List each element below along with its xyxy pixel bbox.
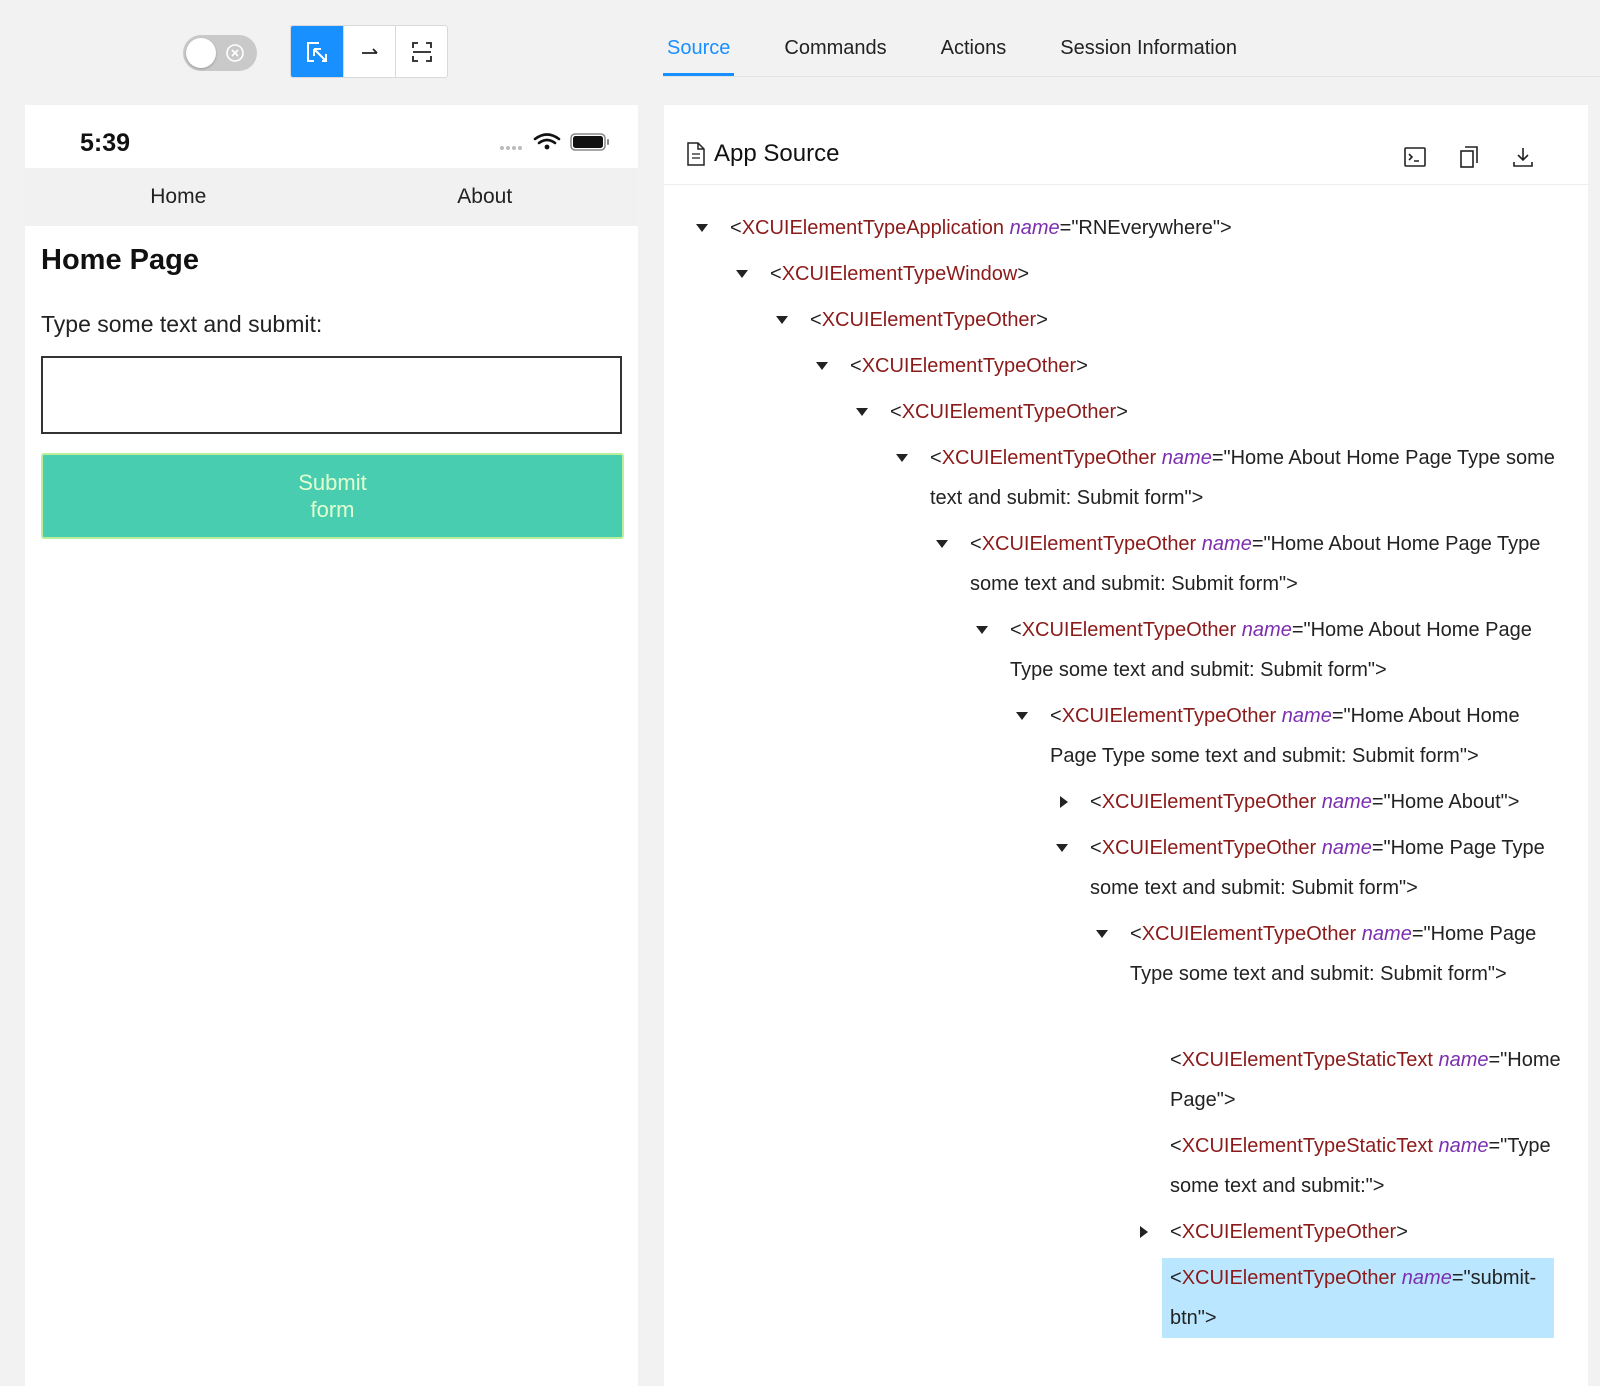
page-title: Home Page (41, 244, 199, 276)
file-icon (686, 142, 706, 166)
download-source-button[interactable] (1508, 143, 1538, 171)
tree-node[interactable]: <XCUIElementTypeWindow> (770, 263, 1030, 285)
node-tag: XCUIElementTypeStaticText (1181, 1049, 1433, 1071)
caret-down-icon[interactable] (896, 454, 908, 462)
node-tag: XCUIElementTypeStaticText (1181, 1135, 1433, 1157)
tree-node[interactable]: <XCUIElementTypeOther> (850, 355, 1088, 377)
caret-down-icon[interactable] (1096, 930, 1108, 938)
caret-down-icon[interactable] (976, 626, 988, 634)
caret-down-icon[interactable] (696, 224, 708, 232)
node-tag: XCUIElementTypeOther (1141, 923, 1357, 945)
tree-node[interactable]: <XCUIElementTypeOther> (810, 309, 1048, 331)
node-tag: XCUIElementTypeOther (1101, 837, 1317, 859)
copy-xml-button[interactable] (1454, 143, 1484, 171)
caret-right-icon[interactable] (1140, 1226, 1148, 1238)
tree-node[interactable]: <XCUIElementTypeOther name="Home Page Type some text and submit: Submit form"> (1130, 923, 1542, 985)
caret-right-icon[interactable] (1060, 796, 1068, 808)
caret-down-icon[interactable] (1016, 712, 1028, 720)
caret-down-icon[interactable] (816, 362, 828, 370)
show-attribute-button[interactable] (1400, 143, 1430, 171)
caret-down-icon[interactable] (936, 540, 948, 548)
wifi-icon (535, 135, 559, 144)
node-attr-name: name (1241, 619, 1292, 641)
node-tag: XCUIElementTypeOther (1021, 619, 1237, 641)
inspector-tabs (663, 0, 1287, 78)
tree-node[interactable]: <XCUIElementTypeOther> (1170, 1221, 1408, 1243)
tree-node[interactable]: <XCUIElementTypeStaticText name="Type some text and submit:"> (1170, 1135, 1557, 1197)
node-tag: XCUIElementTypeOther (981, 533, 1197, 555)
status-bar (25, 105, 638, 168)
caret-down-icon[interactable] (856, 408, 868, 416)
node-attr-name: name (1321, 837, 1372, 859)
node-attr-name: name (1438, 1135, 1489, 1157)
swipe-button[interactable] (343, 26, 395, 77)
tree-node[interactable]: <XCUIElementTypeOther name="Home About Home Page Type some text and submit: Submit form"> (1010, 619, 1538, 681)
cellular-signal-icon (500, 146, 522, 150)
tap-by-coordinates-icon (410, 40, 434, 64)
select-elements-button[interactable] (291, 26, 343, 77)
node-attr-name: name (1321, 791, 1372, 813)
input-prompt: Type some text and submit: (41, 311, 323, 337)
battery-icon (571, 134, 609, 150)
nav-about[interactable]: About (457, 185, 513, 208)
node-attr-name: name (1009, 217, 1060, 239)
tree-node[interactable]: <XCUIElementTypeOther name="Home About"> (1090, 791, 1520, 813)
app-source-panel (664, 105, 1588, 1386)
node-tag: XCUIElementTypeOther (861, 355, 1077, 377)
node-tag: XCUIElementTypeOther (1101, 791, 1317, 813)
node-tag: XCUIElementTypeOther (1181, 1267, 1397, 1289)
interaction-mode-group (290, 25, 448, 78)
tree-node[interactable]: <XCUIElementTypeOther name="submit-btn"> (1162, 1258, 1554, 1338)
tree-node[interactable]: <XCUIElementTypeOther name="Home Page Type some text and submit: Submit form"> (1090, 837, 1551, 899)
source-title-text: App Source (714, 140, 840, 167)
status-time: 5:39 (80, 129, 131, 157)
source-title (686, 140, 839, 168)
node-attr-name: name (1161, 447, 1212, 469)
node-tag: XCUIElementTypeOther (901, 401, 1117, 423)
copy-icon (1457, 145, 1481, 169)
tab-commands[interactable]: Commands (784, 37, 887, 59)
tree-node[interactable]: <XCUIElementTypeStaticText name="Home Page"> (1170, 1049, 1567, 1111)
tabs-divider (663, 76, 1600, 77)
tab-session-information[interactable]: Session Information (1060, 37, 1237, 59)
node-attr-name: name (1438, 1049, 1489, 1071)
node-attr-name: name (1401, 1267, 1452, 1289)
caret-down-icon[interactable] (1056, 844, 1068, 852)
terminal-icon (1403, 145, 1427, 169)
tab-actions[interactable]: Actions (940, 37, 1007, 59)
node-attr-name: name (1201, 533, 1252, 555)
node-attr-name: name (1361, 923, 1412, 945)
tree-node[interactable]: <XCUIElementTypeApplication name="RNEverywhere"> (730, 217, 1232, 239)
caret-down-icon[interactable] (776, 316, 788, 324)
source-header (664, 105, 1588, 185)
node-attr-name: name (1281, 705, 1332, 727)
node-tag: XCUIElementTypeApplication (741, 217, 1005, 239)
node-tag: XCUIElementTypeOther (1061, 705, 1277, 727)
toggle-knob (186, 38, 216, 68)
tree-node[interactable]: <XCUIElementTypeOther name="Home About Home Page Type some text and submit: Submit form"> (930, 447, 1561, 509)
inspector-toggle[interactable] (183, 35, 257, 71)
download-icon (1511, 145, 1535, 169)
tree-node[interactable]: <XCUIElementTypeOther> (890, 401, 1128, 423)
nav-home[interactable]: Home (150, 185, 207, 208)
tree-node[interactable]: <XCUIElementTypeOther name="Home About Home Page Type some text and submit: Submit form"> (970, 533, 1546, 595)
node-tag: XCUIElementTypeOther (941, 447, 1157, 469)
tap-by-coordinates-button[interactable] (395, 26, 447, 77)
tree-node[interactable]: <XCUIElementTypeOther name="Home About Home Page Type some text and submit: Submit form"> (1050, 705, 1526, 767)
app-content (25, 244, 638, 539)
device-screen[interactable] (25, 105, 638, 1386)
status-icons (499, 131, 619, 153)
tab-source[interactable]: Source (663, 0, 734, 78)
close-circle-icon (225, 43, 245, 63)
select-elements-icon (305, 40, 329, 64)
submit-form-button[interactable]: Submit form (41, 453, 624, 539)
source-actions (1376, 143, 1538, 171)
app-nav-bar (25, 168, 638, 226)
text-input[interactable] (41, 356, 622, 434)
swipe-icon (358, 40, 382, 64)
node-tag: XCUIElementTypeWindow (781, 263, 1018, 285)
node-tag: XCUIElementTypeOther (1181, 1221, 1397, 1243)
caret-down-icon[interactable] (736, 270, 748, 278)
node-tag: XCUIElementTypeOther (821, 309, 1037, 331)
